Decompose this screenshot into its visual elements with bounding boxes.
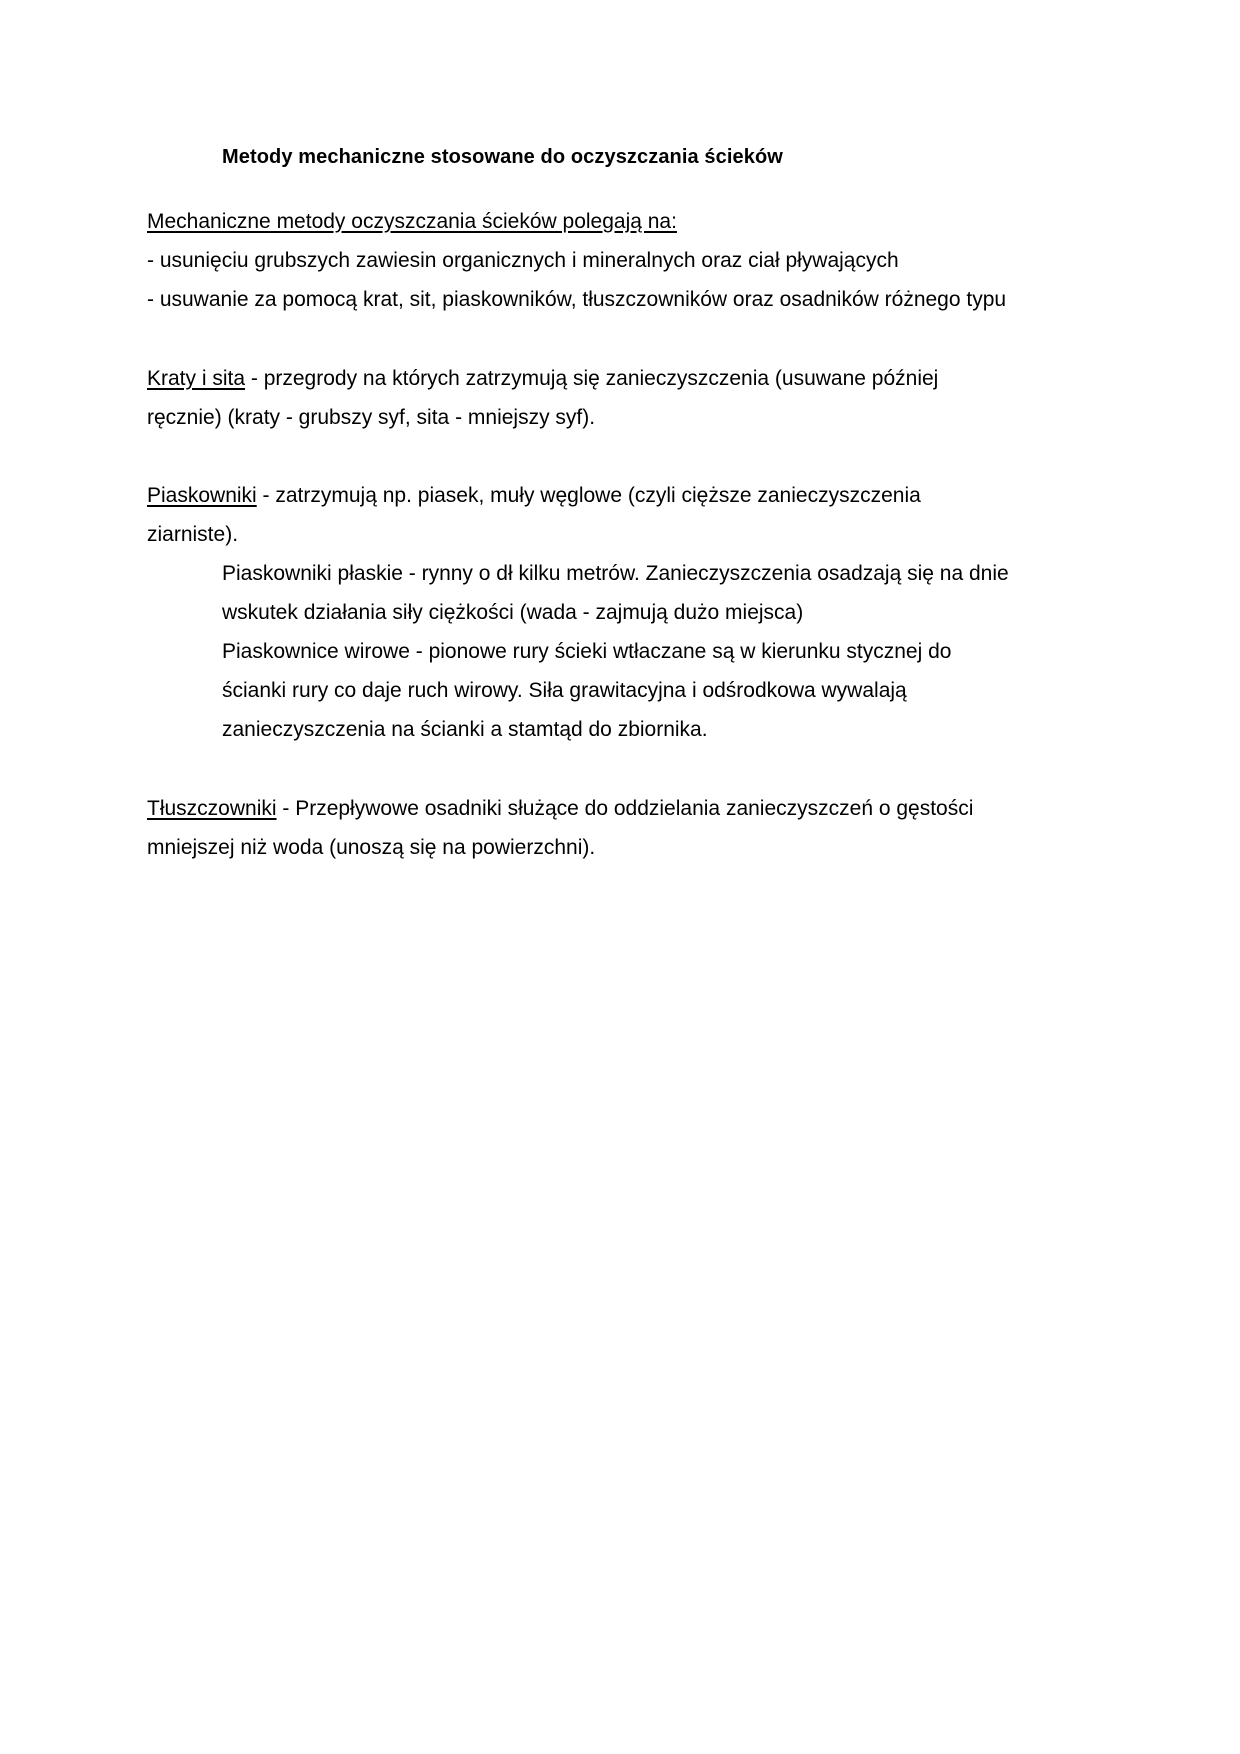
piaskowniki-sub-line: Piaskowniki płaskie - rynny o dł kilku metrów. Zanieczyszczenia osadzają się na dnie <box>222 562 1009 585</box>
document-title: Metody mechaniczne stosowane do oczyszczania ścieków <box>222 146 783 168</box>
tluszczowniki-text: - Przepływowe osadniki służące do oddzielania zanieczyszczeń o gęstości <box>276 797 974 820</box>
piaskowniki-text-cont: ziarniste). <box>147 523 239 546</box>
piaskowniki-term: Piaskowniki <box>147 484 257 507</box>
intro-bullet: - usunięciu grubszych zawiesin organicznych i mineralnych oraz ciał pływających <box>147 249 899 272</box>
tluszczowniki-paragraph <box>147 796 973 822</box>
tluszczowniki-text-cont: mniejszej niż woda (unoszą się na powierzchni). <box>147 836 596 859</box>
kraty-paragraph <box>147 366 938 392</box>
kraty-text-cont: ręcznie) (kraty - grubszy syf, sita - mniejszy syf). <box>147 406 596 429</box>
piaskowniki-paragraph <box>147 483 921 509</box>
piaskowniki-sub-line: ścianki rury co daje ruch wirowy. Siła grawitacyjna i odśrodkowa wywalają <box>222 679 907 702</box>
kraty-text: - przegrody na których zatrzymują się zanieczyszczenia (usuwane później <box>245 367 939 390</box>
piaskowniki-sub-line: Piaskownice wirowe - pionowe rury ścieki wtłaczane są w kierunku stycznej do <box>222 640 952 663</box>
intro-bullet: - usuwanie za pomocą krat, sit, piaskowników, tłuszczowników oraz osadników różnego typu <box>147 288 1007 311</box>
tluszczowniki-term: Tłuszczowniki <box>147 797 277 820</box>
piaskowniki-sub-line: zanieczyszczenia na ścianki a stamtąd do zbiornika. <box>222 718 708 741</box>
piaskowniki-sub-line: wskutek działania siły ciężkości (wada - zajmują dużo miejsca) <box>222 601 804 624</box>
piaskowniki-text: - zatrzymują np. piasek, muły węglowe (czyli cięższe zanieczyszczenia <box>256 484 921 507</box>
intro-heading: Mechaniczne metody oczyszczania ścieków polegają na: <box>147 210 677 233</box>
kraty-term: Kraty i sita <box>147 367 246 390</box>
